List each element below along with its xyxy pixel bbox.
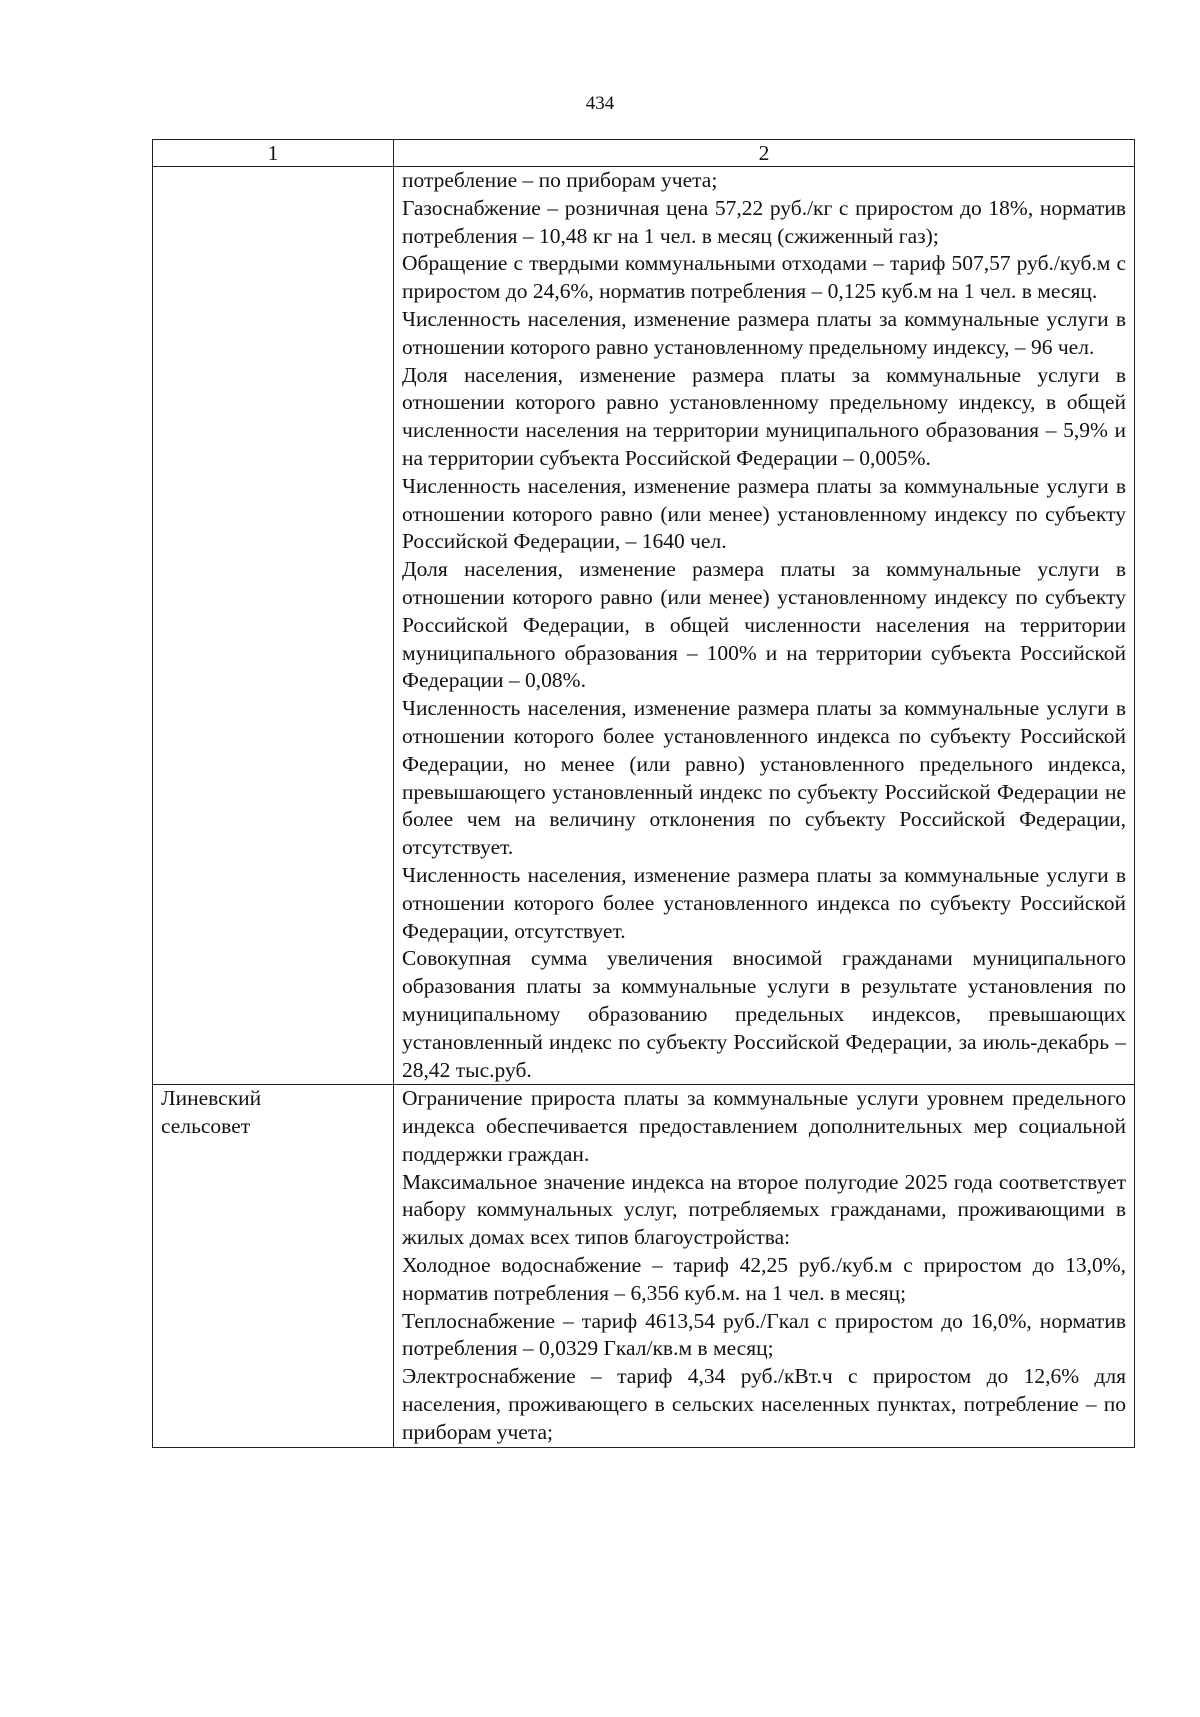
column-header-2: 2 [394,140,1135,167]
municipality-cell [153,1085,394,1447]
paragraph: Численность населения, изменение размера платы за коммунальные услуги в отношении которого более установленного индекса по субъекту Российской Федерации, но менее (или равно) установленного предельного индекса, превышающего установленный индекс по субъекту Российской Федерации не более чем на величину отклонения по субъекту Российской Федерации, отсутствует. [402,696,1126,860]
paragraph: Газоснабжение – розничная цена 57,22 руб./кг с приростом до 18%, норматив потребления – 10,48 кг на 1 чел. в месяц (сжиженный газ); [402,195,1126,248]
paragraph: Ограничение прироста платы за коммунальные услуги уровнем предельного индекса обеспечивается предоставлением дополнительных мер социальной поддержки граждан. [402,1086,1126,1166]
paragraph: Холодное водоснабжение – тариф 42,25 руб./куб.м с приростом до 13,0%, норматив потребления – 6,356 куб.м. на 1 чел. в месяц; [402,1253,1126,1305]
municipality-name-line: Линевский [161,1086,262,1111]
municipality-name-line: сельсовет [161,1114,251,1139]
paragraph: Доля населения, изменение размера платы за коммунальные услуги в отношении которого равно (или менее) установленному индексу по субъекту Российской Федерации, в общей численности населения на территории муниципального образования – 100% и на территории субъекта Российской Федерации – 0,08%. [402,557,1126,693]
table-header-row [153,140,1135,167]
paragraph: Численность населения, изменение размера платы за коммунальные услуги в отношении которого более установленного индекса по субъекту Российской Федерации, отсутствует. [402,862,1126,943]
paragraph: Численность населения, изменение размера платы за коммунальные услуги в отношении которого равно установленному предельному индексу, – 96 чел. [402,306,1126,359]
paragraph: потребление – по приборам учета; [402,168,718,192]
paragraph: Доля населения, изменение размера платы за коммунальные услуги в отношении которого равно установленному предельному индексу, в общей численности населения на территории муниципального образования – 5,9% и на территории субъекта Российской Федерации – 0,005%. [402,362,1126,470]
paragraph: Совокупная сумма увеличения вносимой гражданами муниципального образования платы за коммунальные услуги в результате установления по муниципальному образованию предельных индексов, превышающих установленный индекс по субъекту Российской Федерации, за июль-декабрь – 28,42 тыс.руб. [402,946,1126,1082]
page-number: 434 [585,93,615,114]
description-cell [394,1085,1135,1447]
paragraph: Численность населения, изменение размера платы за коммунальные услуги в отношении которого равно (или менее) установленному индексу по субъекту Российской Федерации, – 1640 чел. [402,473,1126,554]
paragraph: Электроснабжение – тариф 4,34 руб./кВт.ч с приростом до 12,6% для населения, проживающего в сельских населенных пунктах, потребление – по приборам учета; [402,1364,1126,1444]
description-cell [394,167,1135,1085]
document-table [152,139,1135,1448]
municipality-cell [153,167,394,1085]
paragraph: Теплоснабжение – тариф 4613,54 руб./Гкал с приростом до 16,0%, норматив потребления – 0,0329 Гкал/кв.м в месяц; [402,1308,1126,1361]
paragraph: Максимальное значение индекса на второе полугодие 2025 года соответствует набору коммунальных услуг, потребляемых гражданами, проживающими в жилых домах всех типов благоустройства: [402,1169,1126,1250]
table-row [153,167,1135,1085]
table-row [153,1085,1135,1447]
column-header-1: 1 [153,140,394,167]
paragraph: Обращение с твердыми коммунальными отходами – тариф 507,57 руб./куб.м с приростом до 24,6%, норматив потребления – 0,125 куб.м на 1 чел. в месяц. [402,251,1126,304]
